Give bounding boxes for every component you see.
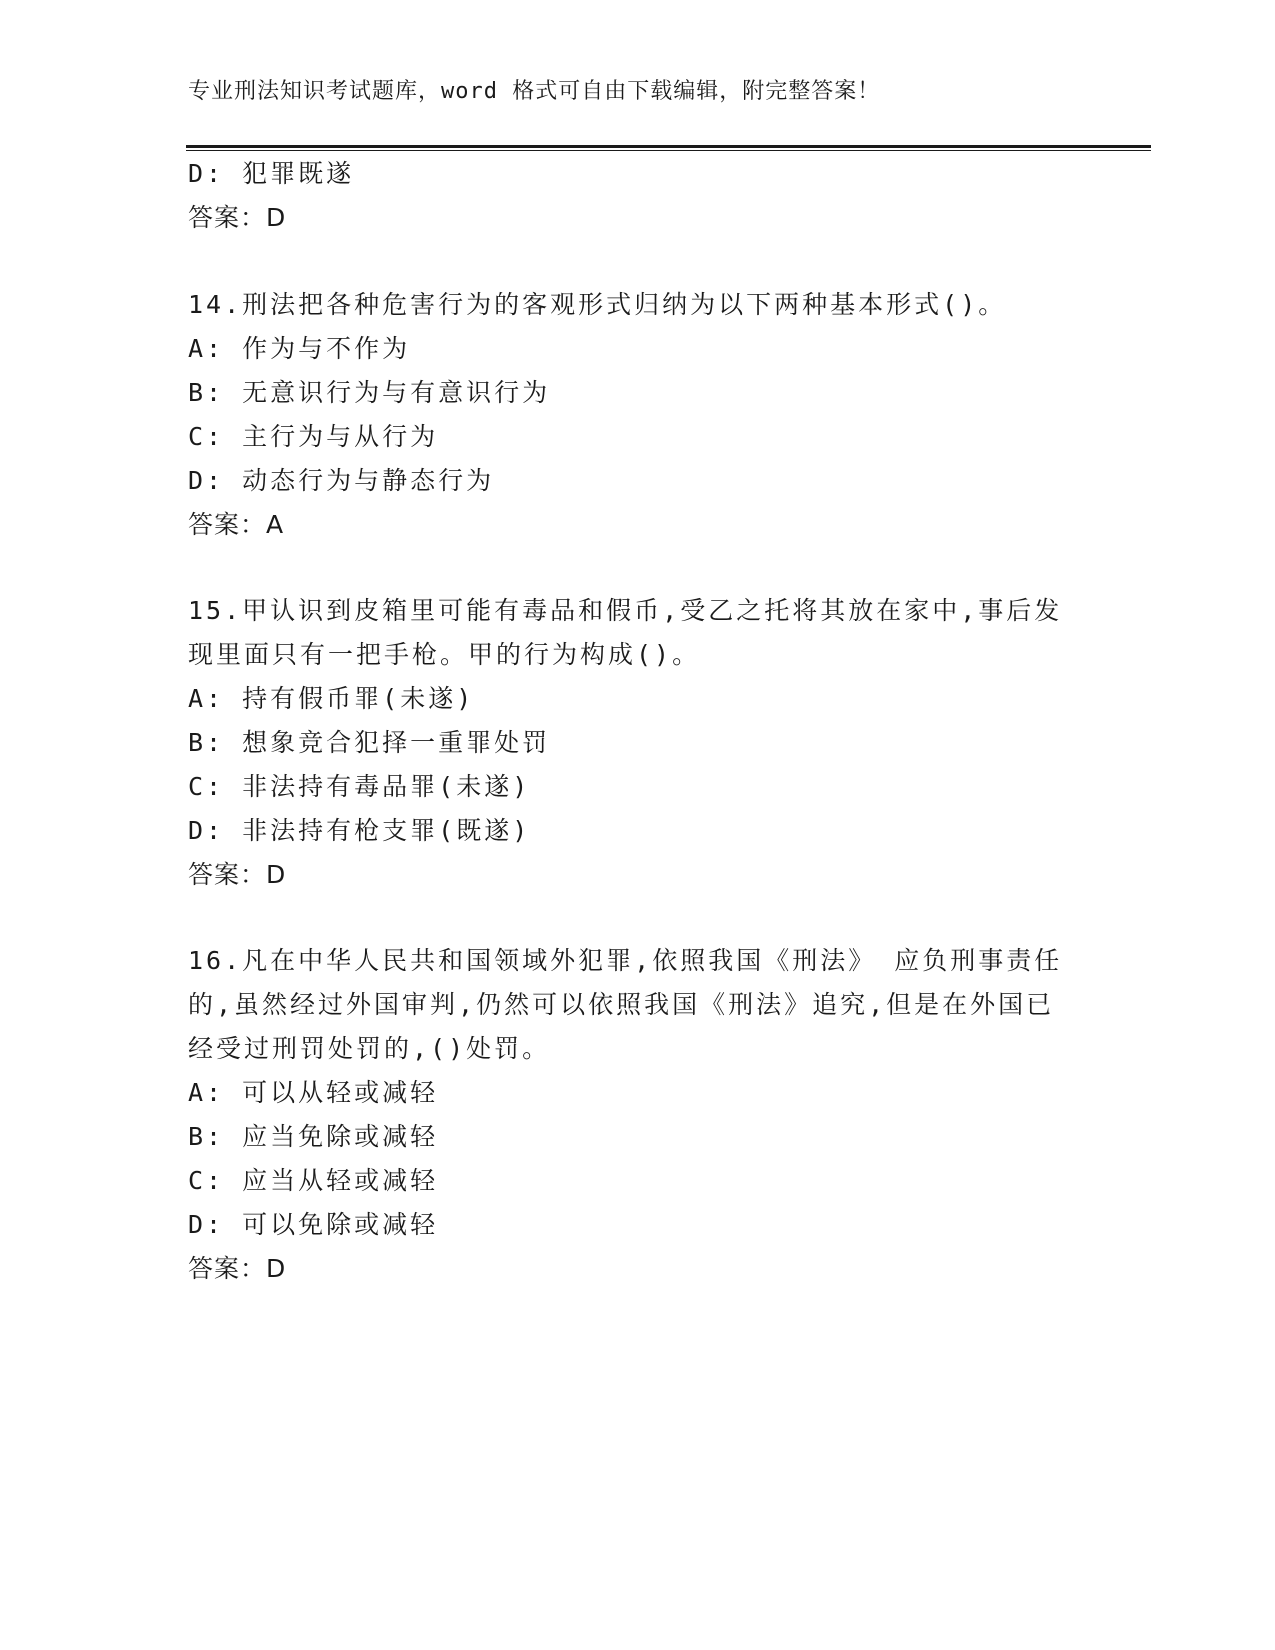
- question-15-option-a: A: 持有假币罪(未遂): [188, 684, 475, 713]
- question-16-option-a: A: 可以从轻或减轻: [188, 1078, 439, 1107]
- question-15-stem-line-1: 15.甲认识到皮箱里可能有毒品和假币,受乙之托将其放在家中,事后发: [188, 596, 1063, 625]
- question-15-stem-line-2: 现里面只有一把手枪。甲的行为构成()。: [188, 640, 701, 669]
- header-divider-thick: [186, 145, 1151, 148]
- question-14-option-c: C: 主行为与从行为: [188, 422, 439, 451]
- question-14-option-d: D: 动态行为与静态行为: [188, 466, 495, 495]
- question-15-option-c: C: 非法持有毒品罪(未遂): [188, 772, 531, 801]
- question-16-option-c: C: 应当从轻或减轻: [188, 1166, 439, 1195]
- question-16-stem-line-2: 的,虽然经过外国审判,仍然可以依照我国《刑法》追究,但是在外国已: [188, 990, 1055, 1019]
- header-divider-thin: [186, 150, 1151, 151]
- question-16-option-d: D: 可以免除或减轻: [188, 1210, 439, 1239]
- question-15-answer: 答案：D: [188, 860, 287, 889]
- question-15-option-d: D: 非法持有枪支罪(既遂): [188, 816, 531, 845]
- question-15-option-b: B: 想象竞合犯择一重罪处罚: [188, 728, 551, 757]
- page-header: 专业刑法知识考试题库，word 格式可自由下载编辑，附完整答案！: [188, 79, 881, 104]
- question-14-stem-line-1: 14.刑法把各种危害行为的客观形式归纳为以下两种基本形式()。: [188, 290, 1007, 319]
- question-16-stem-line-1: 16.凡在中华人民共和国领域外犯罪,依照我国《刑法》 应负刑事责任: [188, 946, 1063, 975]
- question-16-stem-line-3: 经受过刑罚处罚的,()处罚。: [188, 1034, 551, 1063]
- question-14-answer: 答案：A: [188, 510, 285, 539]
- question-16-option-b: B: 应当免除或减轻: [188, 1122, 439, 1151]
- prev-question-answer: 答案：D: [188, 203, 287, 232]
- prev-question-option-d: D: 犯罪既遂: [188, 159, 355, 188]
- question-16-answer: 答案：D: [188, 1254, 287, 1283]
- question-14-option-a: A: 作为与不作为: [188, 334, 411, 363]
- question-14-option-b: B: 无意识行为与有意识行为: [188, 378, 551, 407]
